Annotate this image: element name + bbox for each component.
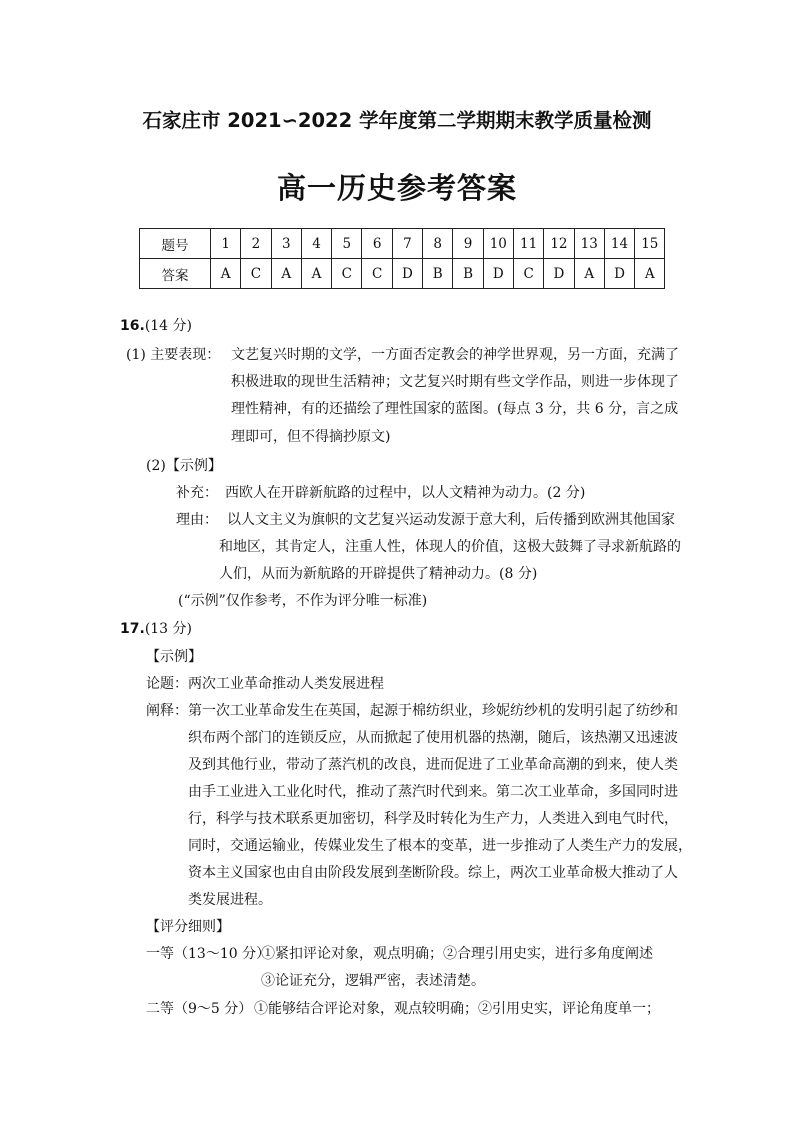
- question-number: 6: [362, 229, 392, 259]
- answer-cell: A: [574, 259, 604, 289]
- answer-cell: A: [635, 259, 665, 289]
- answer-table: [139, 228, 665, 289]
- q17-elaboration-line: 织布两个部门的连锁反应，从而掀起了使用机器的热潮，随后，该热潮又迅速波: [188, 730, 678, 746]
- q17-example-label: 【示例】: [146, 649, 202, 665]
- answer-cell: A: [211, 259, 241, 289]
- q16-note: (“示例”仅作参考，不作为评分唯一标准): [178, 593, 428, 609]
- document-title: 石家庄市 2021∽2022 学年度第二学期期末教学质量检测: [142, 109, 652, 132]
- question-16-score: (14 分): [144, 318, 193, 334]
- question-number-row: [140, 229, 665, 259]
- answer-cell: C: [513, 259, 543, 289]
- question-number: 13: [574, 229, 604, 259]
- answer-cell: D: [604, 259, 634, 289]
- answer-cell: D: [392, 259, 422, 289]
- row-label-answer: 答案: [140, 259, 211, 289]
- answer-row: [140, 259, 665, 289]
- question-16-header: [120, 317, 192, 335]
- answer-cell: C: [241, 259, 271, 289]
- q16-supplement-text: 西欧人在开辟新航路的过程中，以人文精神为动力。(2 分): [225, 485, 586, 501]
- q16-supplement-label: 补充：: [176, 485, 218, 501]
- question-number: 5: [332, 229, 362, 259]
- question-number: 15: [635, 229, 665, 259]
- q17-thesis: 论题：两次工业革命推动人类发展进程: [146, 676, 384, 692]
- answer-cell: C: [362, 259, 392, 289]
- answer-cell: C: [332, 259, 362, 289]
- question-16-number: 16.: [120, 318, 145, 334]
- answer-cell: D: [483, 259, 513, 289]
- q17-elaboration-line: 行，科学与技术联系更加密切，科学及时转化为生产力，人类进入到电气时代，: [188, 811, 678, 827]
- question-number: 12: [544, 229, 574, 259]
- q16-part1-line: 文艺复兴时期的文学，一方面否定教会的神学世界观，另一方面，充满了: [231, 347, 679, 363]
- q17-grade1-criteria: ③论证充分，逻辑严密，表述清楚。: [261, 973, 485, 989]
- q16-reason-label: 理由：: [176, 512, 218, 528]
- q16-part1-line: 积极进取的现世生活精神；文艺复兴时期有些文学作品，则进一步体现了: [231, 374, 679, 390]
- q16-reason-line: 和地区，其肯定人，注重人性，体现人的价值，这极大鼓舞了寻求新航路的: [219, 539, 681, 555]
- q17-elaboration-line: 由手工业进入工业化时代，推动了蒸汽时代到来。第二次工业革命，多国同时进: [188, 784, 678, 800]
- q17-rubric-label: 【评分细则】: [146, 919, 230, 935]
- answer-cell: B: [453, 259, 483, 289]
- q17-elaboration-line: 阐释：第一次工业革命发生在英国，起源于棉纺织业，珍妮纺纱机的发明引起了纺纱和: [146, 703, 678, 719]
- q17-elaboration-line: 同时，交通运输业，传媒业发生了根本的变革，进一步推动了人类生产力的发展，: [188, 838, 692, 854]
- question-number: 11: [513, 229, 543, 259]
- q16-part1-line: 理即可，但不得摘抄原文): [231, 429, 391, 445]
- question-17-score: (13 分): [144, 621, 193, 637]
- question-17-number: 17.: [120, 621, 145, 637]
- question-number: 7: [392, 229, 422, 259]
- q16-part2-label: (2)【示例】: [146, 458, 222, 474]
- question-number: 3: [271, 229, 301, 259]
- question-17-header: [120, 620, 192, 638]
- q17-grade1-criteria: ①紧扣评论对象，观点明确；②合理引用史实，进行多角度阐述: [261, 946, 653, 962]
- answer-cell: B: [423, 259, 453, 289]
- question-number: 4: [301, 229, 331, 259]
- q16-reason-line: 人们，从而为新航路的开辟提供了精神动力。(8 分): [219, 566, 538, 582]
- answer-cell: A: [301, 259, 331, 289]
- answer-cell: A: [271, 259, 301, 289]
- question-number: 10: [483, 229, 513, 259]
- q17-elaboration-line: 类发展进程。: [188, 892, 272, 908]
- q17-elaboration-line: 及到其他行业，带动了蒸汽机的改良，进而促进了工业革命高潮的到来，使人类: [188, 757, 678, 773]
- question-number: 8: [423, 229, 453, 259]
- document-subtitle: 高一历史参考答案: [276, 171, 517, 205]
- question-number: 1: [211, 229, 241, 259]
- q17-elaboration-line: 资本主义国家也由自由阶段发展到垄断阶段。综上，两次工业革命极大推动了人: [188, 865, 678, 881]
- q16-part1-label: (1) 主要表现：: [126, 347, 221, 363]
- question-number: 14: [604, 229, 634, 259]
- answer-cell: D: [544, 259, 574, 289]
- question-number: 2: [241, 229, 271, 259]
- q17-grade2-criteria: ①能够结合评论对象，观点较明确；②引用史实，评论角度单一；: [254, 1001, 660, 1017]
- q17-grade2-label: 二等（9～5 分）: [146, 1001, 253, 1017]
- q16-part1-line: 理性精神，有的还描绘了理性国家的蓝图。(每点 3 分，共 6 分，言之成: [231, 401, 679, 417]
- question-number: 9: [453, 229, 483, 259]
- q17-grade1-label: 一等（13～10 分）: [146, 946, 271, 962]
- row-label-question: 题号: [140, 229, 211, 259]
- q16-reason-line: 以人文主义为旗帜的文艺复兴运动发源于意大利，后传播到欧洲其他国家: [227, 512, 675, 528]
